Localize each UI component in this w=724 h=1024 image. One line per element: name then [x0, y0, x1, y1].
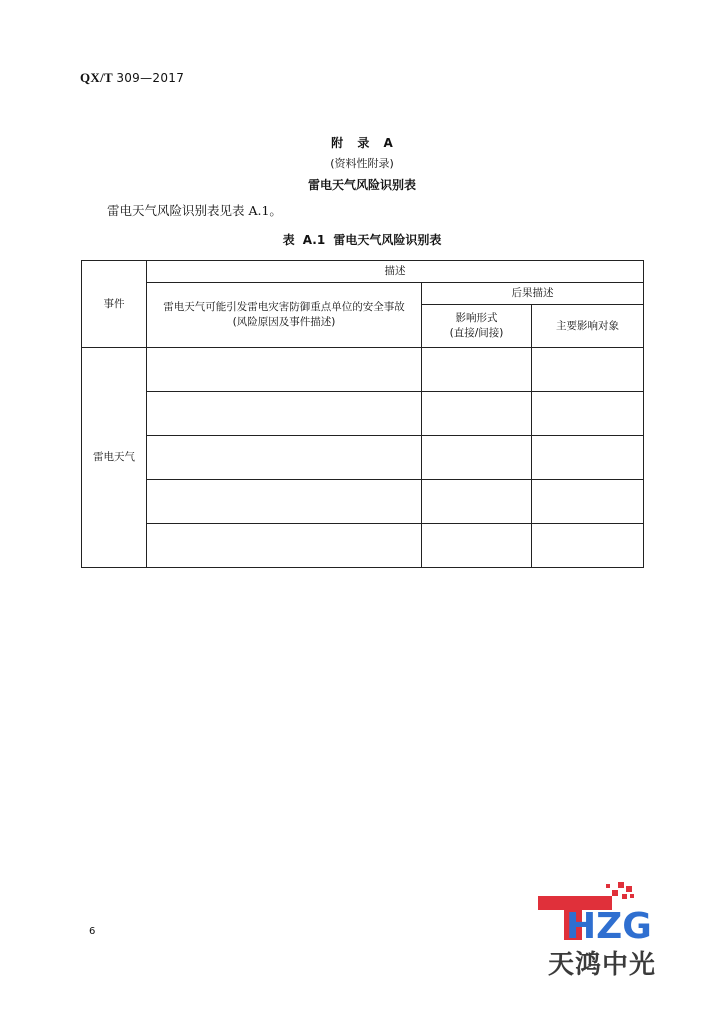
table-cell	[532, 348, 644, 392]
table-cell	[422, 480, 532, 524]
header-description: 描述	[147, 261, 644, 283]
intro-paragraph: 雷电天气风险识别表见表 A.1。	[107, 203, 282, 218]
logo-letters: HZG	[566, 906, 652, 947]
table-cell	[147, 436, 422, 480]
logo-chinese-name: 天鸿中光	[548, 950, 657, 980]
standard-code-number: 309—2017	[116, 71, 185, 85]
standard-code-prefix: QX/T	[80, 70, 113, 85]
header-accident-line1: 雷电天气可能引发雷电灾害防御重点单位的安全事故	[163, 301, 405, 313]
table-cell	[532, 480, 644, 524]
header-impact-form-line2: (直接/间接)	[449, 327, 504, 339]
table-caption: 表 A.1 雷电天气风险识别表	[282, 233, 442, 247]
header-impact-form	[422, 305, 532, 348]
table-cell	[147, 480, 422, 524]
table-cell	[422, 436, 532, 480]
header-event: 事件	[82, 261, 147, 348]
table-cell	[147, 348, 422, 392]
event-cell: 雷电天气	[82, 348, 147, 568]
header-consequence: 后果描述	[422, 283, 644, 305]
table-cell	[532, 436, 644, 480]
table-cell	[422, 348, 532, 392]
table-cell	[147, 524, 422, 568]
table-cell	[147, 392, 422, 436]
appendix-name: 雷电天气风险识别表	[307, 178, 416, 192]
appendix-type: (资料性附录)	[330, 157, 394, 170]
header-accident	[147, 283, 422, 348]
header-accident-line2: (风险原因及事件描述)	[232, 316, 336, 328]
table-cell	[422, 524, 532, 568]
header-main-target: 主要影响对象	[532, 305, 644, 348]
standard-code	[80, 70, 184, 86]
page-number: 6	[89, 926, 96, 937]
table-cell	[532, 392, 644, 436]
table-cell	[422, 392, 532, 436]
header-impact-form-line1: 影响形式	[455, 312, 498, 324]
appendix-title: 附 录 A	[331, 136, 393, 150]
risk-identification-table	[81, 260, 644, 568]
table-cell	[532, 524, 644, 568]
